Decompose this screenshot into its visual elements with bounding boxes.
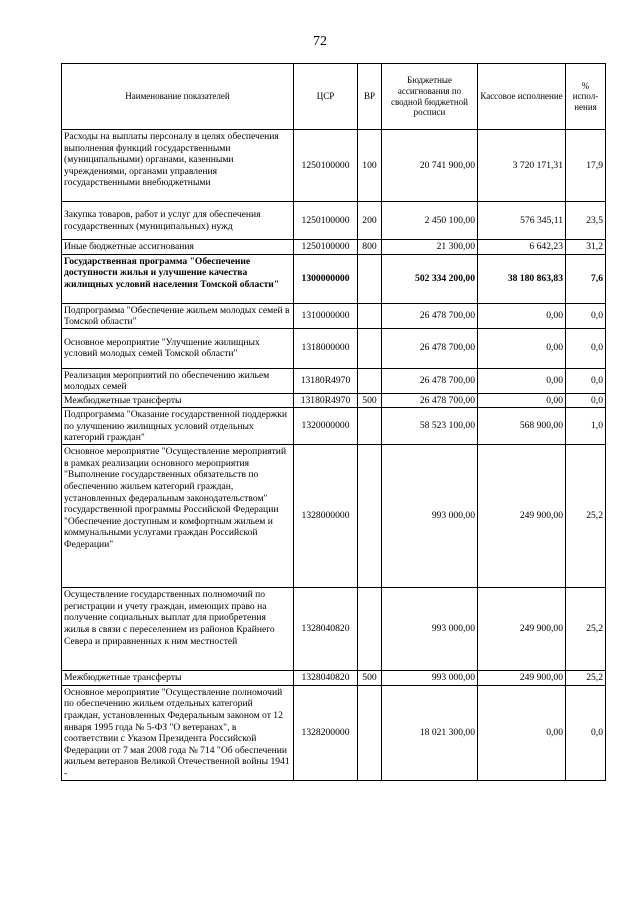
row-budget: 20 741 900,00 (382, 130, 478, 202)
row-percent: 31,2 (566, 240, 606, 255)
row-csr: 1250100000 (294, 240, 358, 255)
row-cash: 576 345,11 (478, 202, 566, 240)
row-budget: 21 300,00 (382, 240, 478, 255)
table-row (62, 671, 606, 686)
row-csr: 1320000000 (294, 408, 358, 445)
table-row (62, 328, 606, 368)
row-csr: 1300000000 (294, 254, 358, 303)
header-vr: ВР (358, 64, 382, 130)
row-percent: 23,5 (566, 202, 606, 240)
row-name: Закупка товаров, работ и услуг для обеспечения государственных (муниципальных) нужд (62, 202, 294, 240)
row-vr: 100 (358, 130, 382, 202)
row-csr: 1328040820 (294, 671, 358, 686)
row-percent: 1,0 (566, 408, 606, 445)
row-budget: 58 523 100,00 (382, 408, 478, 445)
row-name: Реализация мероприятий по обеспечению жильем молодых семей (62, 368, 294, 393)
row-cash: 6 642,23 (478, 240, 566, 255)
row-percent: 25,2 (566, 445, 606, 588)
row-budget: 993 000,00 (382, 671, 478, 686)
row-percent: 0,0 (566, 393, 606, 408)
row-budget: 2 450 100,00 (382, 202, 478, 240)
table-header-row (62, 64, 606, 130)
row-cash: 0,00 (478, 328, 566, 368)
row-csr: 13180R4970 (294, 368, 358, 393)
row-name: Основное мероприятие "Осуществление мероприятий в рамках реализации основного мероприятия "Выполнение государственных обязательств по обеспечению жильем категорий граждан, установленных федеральным законодательством" государственной программы Российской Федерации "Обеспечение доступным и комфортным жильем и коммунальными услугами граждан Российской Федерации" (62, 445, 294, 588)
row-name: Межбюджетные трансферты (62, 393, 294, 408)
row-cash: 0,00 (478, 685, 566, 780)
budget-execution-table (61, 63, 606, 781)
header-name: Наименование показателей (62, 64, 294, 130)
row-name: Межбюджетные трансферты (62, 671, 294, 686)
header-cash: Кассовое исполнение (478, 64, 566, 130)
row-csr: 1328040820 (294, 588, 358, 671)
row-name: Подпрограмма "Обеспечение жильем молодых семей в Томской области" (62, 303, 294, 328)
row-vr (358, 588, 382, 671)
row-percent: 0,0 (566, 328, 606, 368)
row-vr (358, 408, 382, 445)
row-csr: 1328200000 (294, 685, 358, 780)
table-row (62, 393, 606, 408)
row-name: Государственная программа "Обеспечение доступности жилья и улучшение качества жилищных условий населения Томской области" (62, 254, 294, 303)
row-csr: 1310000000 (294, 303, 358, 328)
row-budget: 993 000,00 (382, 588, 478, 671)
row-vr: 500 (358, 393, 382, 408)
row-csr: 1250100000 (294, 130, 358, 202)
row-cash: 249 900,00 (478, 671, 566, 686)
table-row (62, 445, 606, 588)
row-budget: 18 021 300,00 (382, 685, 478, 780)
row-name: Иные бюджетные ассигнования (62, 240, 294, 255)
row-percent: 0,0 (566, 685, 606, 780)
row-vr (358, 368, 382, 393)
row-vr (358, 303, 382, 328)
row-budget: 993 000,00 (382, 445, 478, 588)
header-percent: % испол-нения (566, 64, 606, 130)
table-row (62, 408, 606, 445)
row-percent: 0,0 (566, 303, 606, 328)
row-budget: 26 478 700,00 (382, 393, 478, 408)
row-name: Основное мероприятие "Улучшение жилищных условий молодых семей Томской области" (62, 328, 294, 368)
row-cash: 0,00 (478, 368, 566, 393)
row-vr (358, 328, 382, 368)
row-vr (358, 254, 382, 303)
table-row (62, 588, 606, 671)
table-row (62, 254, 606, 303)
row-vr: 800 (358, 240, 382, 255)
table-row (62, 130, 606, 202)
row-cash: 568 900,00 (478, 408, 566, 445)
row-csr: 1328000000 (294, 445, 358, 588)
row-percent: 17,9 (566, 130, 606, 202)
row-cash: 38 180 863,83 (478, 254, 566, 303)
row-name: Подпрограмма "Оказание государственной поддержки по улучшению жилищных условий отдельных категорий граждан" (62, 408, 294, 445)
row-cash: 0,00 (478, 393, 566, 408)
row-csr: 1250100000 (294, 202, 358, 240)
row-name: Расходы на выплаты персоналу в целях обеспечения выполнения функций государственными (муниципальными) органами, казенными учреждениями, органами управления государственными внебюджетными (62, 130, 294, 202)
row-percent: 25,2 (566, 671, 606, 686)
table-row (62, 368, 606, 393)
row-budget: 26 478 700,00 (382, 303, 478, 328)
row-percent: 0,0 (566, 368, 606, 393)
table-row (62, 240, 606, 255)
row-vr: 500 (358, 671, 382, 686)
row-budget: 502 334 200,00 (382, 254, 478, 303)
row-name: Основное мероприятие "Осуществление полномочий по обеспечению жильем отдельных категорий граждан, установленных Федеральным законом от 12 января 1995 года № 5-ФЗ "О ветеранах", в соответствии с Указом Президента Российской Федерации от 7 мая 2008 года № 714 "Об обеспечении жильем ветеранов Великой Отечественной войны 1941 - (62, 685, 294, 780)
header-budget: Бюджетные ассигнования по сводной бюджетной росписи (382, 64, 478, 130)
row-budget: 26 478 700,00 (382, 368, 478, 393)
row-csr: 13180R4970 (294, 393, 358, 408)
row-name: Осуществление государственных полномочий по регистрации и учету граждан, имеющих право на получение социальных выплат для приобретения жилья в связи с переселением из районов Крайнего Севера и приравненных к ним местностей (62, 588, 294, 671)
row-vr: 200 (358, 202, 382, 240)
table-row (62, 303, 606, 328)
row-cash: 3 720 171,31 (478, 130, 566, 202)
row-vr (358, 685, 382, 780)
row-cash: 249 900,00 (478, 588, 566, 671)
row-budget: 26 478 700,00 (382, 328, 478, 368)
table-row (62, 202, 606, 240)
row-csr: 1318000000 (294, 328, 358, 368)
header-csr: ЦСР (294, 64, 358, 130)
table-row (62, 685, 606, 780)
row-cash: 0,00 (478, 303, 566, 328)
row-vr (358, 445, 382, 588)
row-percent: 7,6 (566, 254, 606, 303)
row-cash: 249 900,00 (478, 445, 566, 588)
row-percent: 25,2 (566, 588, 606, 671)
page-number: 72 (313, 34, 327, 49)
